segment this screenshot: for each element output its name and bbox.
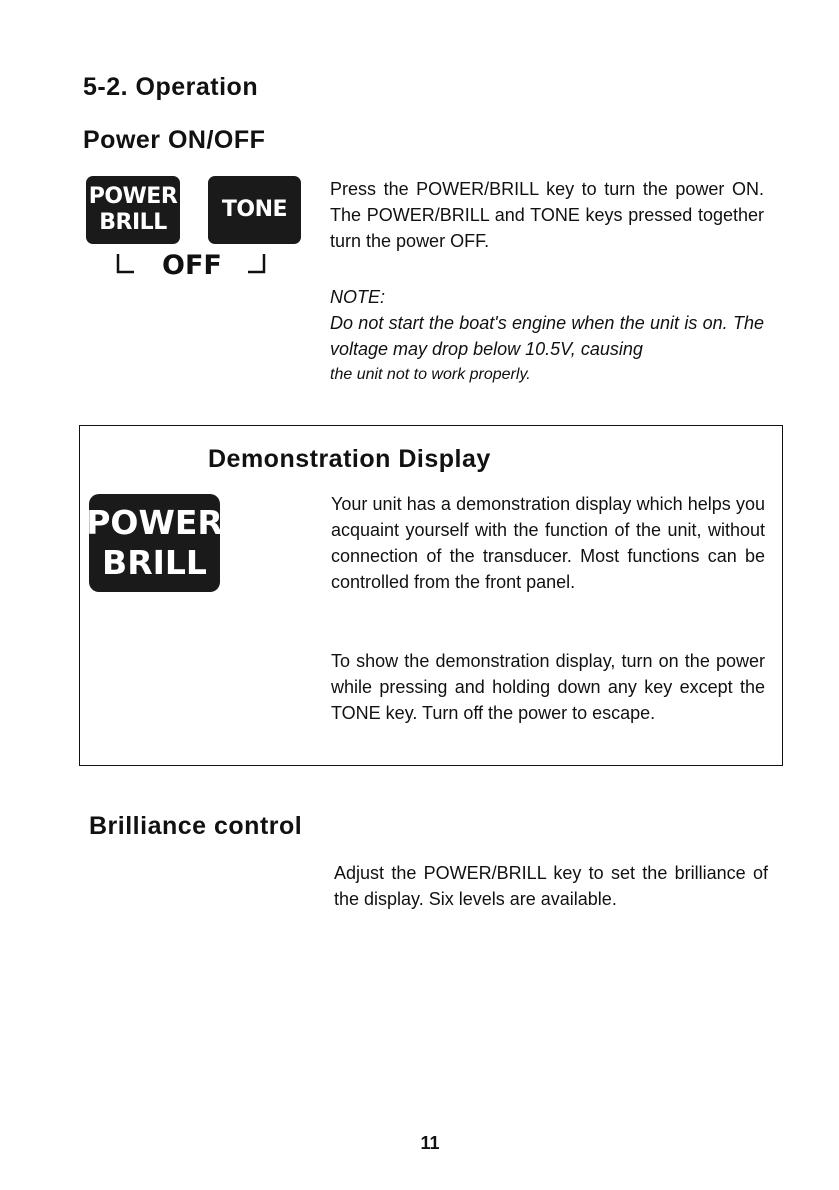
section-title: 5-2. Operation: [83, 73, 259, 101]
page-number: 11: [420, 1133, 440, 1153]
demo-paragraph-1: Your unit has a demonstration display which helps you acquaint yourself with the function of the unit, without connection of the transducer. Most functions can be controlled from the front panel.: [331, 494, 765, 592]
brilliance-heading: Brilliance control: [89, 812, 303, 840]
off-label: OFF: [162, 250, 222, 281]
power-heading: Power ON/OFF: [83, 126, 266, 154]
demo-heading: Demonstration Display: [208, 445, 491, 473]
note-text-continued: the unit not to work properly.: [330, 366, 531, 383]
tone-key-label: TONE: [221, 197, 288, 222]
tone-key-icon: [208, 176, 301, 244]
brilliance-body-text: Adjust the POWER/BRILL key to set the brilliance of the display. Six levels are available.: [334, 863, 768, 909]
large-key-label-line1: POWER: [86, 503, 223, 542]
off-bracket-icon: [116, 248, 272, 284]
note-label: NOTE:: [330, 287, 386, 307]
power-brill-large-key-icon: [86, 494, 223, 592]
note-text: Do not start the boat's engine when the unit is on. The voltage may drop below 10.5V, causing: [330, 313, 764, 359]
power-key-label-line1: POWER: [88, 184, 178, 209]
demo-paragraph-2: To show the demonstration display, turn on the power while pressing and holding down any key except the TONE key. Turn off the power to escape.: [331, 651, 765, 723]
power-key-label-line2: BRILL: [99, 210, 167, 235]
power-brill-key-icon: [86, 176, 180, 244]
large-key-label-line2: BRILL: [102, 543, 207, 582]
power-body-text: Press the POWER/BRILL key to turn the power ON. The POWER/BRILL and TONE keys pressed together turn the power OFF.: [330, 179, 764, 251]
